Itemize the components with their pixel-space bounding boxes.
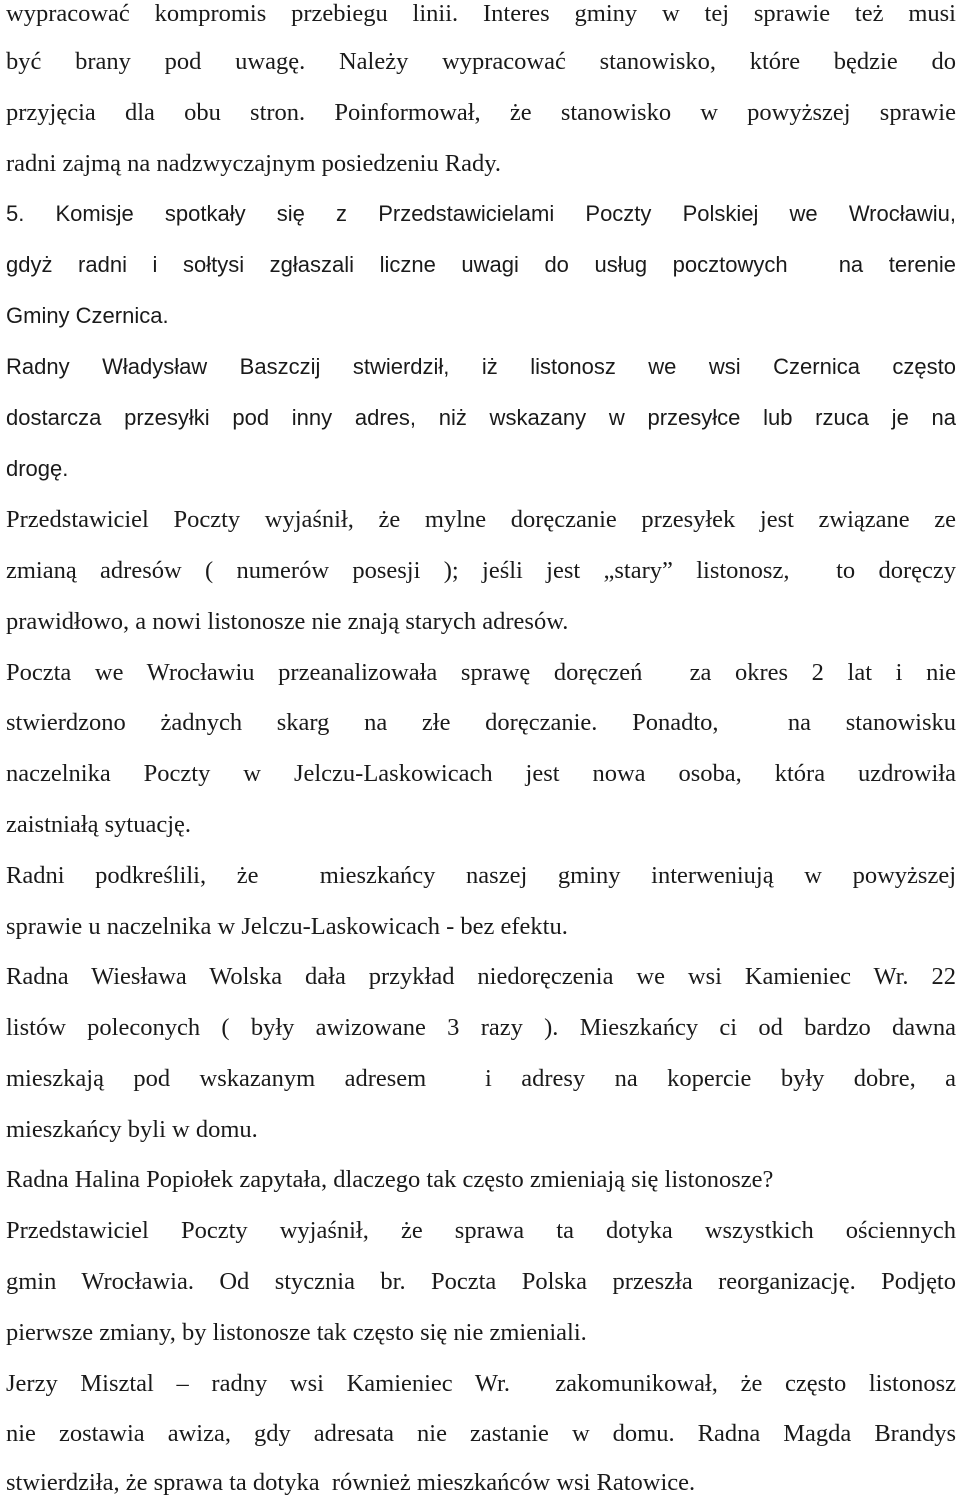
text-line: wypracować kompromis przebiegu linii. Interes gminy w tej sprawie też musi: [6, 0, 956, 27]
text-line: zaistniałą sytuację.: [6, 811, 192, 838]
text-line: drogę.: [6, 456, 69, 481]
text-line: Radna Halina Popiołek zapytała, dlaczego tak często zmieniają się listonosze?: [6, 1166, 774, 1193]
text-line: przyjęcia dla obu stron. Poinformował, że stanowisko w powyższej sprawie: [6, 99, 956, 126]
text-line: gmin Wrocławia. Od stycznia br. Poczta Polska przeszła reorganizację. Podjęto: [6, 1268, 956, 1295]
text-line: naczelnika Poczty w Jelczu-Laskowicach jest nowa osoba, która uzdrowiła: [6, 760, 956, 787]
text-line: radni zajmą na nadzwyczajnym posiedzeniu Rady.: [6, 150, 502, 177]
text-line: gdyż radni i sołtysi zgłaszali liczne uwagi do usług pocztowych na terenie: [6, 252, 956, 277]
text-line: nie zostawia awiza, gdy adresata nie zastanie w domu. Radna Magda Brandys: [6, 1420, 956, 1447]
text-line: dostarcza przesyłki pod inny adres, niż wskazany w przesyłce lub rzuca je na: [6, 405, 956, 430]
text-line: prawidłowo, a nowi listonosze nie znają starych adresów.: [6, 608, 569, 635]
text-line: pierwsze zmiany, by listonosze tak często się nie zmieniali.: [6, 1319, 587, 1346]
text-line: stwierdziła, że sprawa ta dotyka również mieszkańców wsi Ratowice.: [6, 1469, 696, 1496]
text-line: 5. Komisje spotkały się z Przedstawicielami Poczty Polskiej we Wrocławiu,: [6, 201, 956, 226]
text-line: Radny Władysław Baszczij stwierdził, iż listonosz we wsi Czernica często: [6, 354, 956, 379]
text-line: Przedstawiciel Poczty wyjaśnił, że sprawa ta dotyka wszystkich ościennych: [6, 1217, 956, 1244]
text-line: zmianą adresów ( numerów posesji ); jeśli jest „stary” listonosz, to doręczy: [6, 557, 956, 584]
text-line: listów poleconych ( były awizowane 3 razy ). Mieszkańcy ci od bardzo dawna: [6, 1014, 956, 1041]
text-line: Radni podkreślili, że mieszkańcy naszej gminy interweniują w powyższej: [6, 862, 956, 889]
text-line: Gminy Czernica.: [6, 303, 169, 328]
text-line: Radna Wiesława Wolska dała przykład niedoręczenia we wsi Kamieniec Wr. 22: [6, 963, 956, 990]
text-line: Jerzy Misztal – radny wsi Kamieniec Wr. zakomunikował, że często listonosz: [6, 1370, 956, 1397]
text-line: być brany pod uwagę. Należy wypracować stanowisko, które będzie do: [6, 48, 956, 75]
text-line: Przedstawiciel Poczty wyjaśnił, że mylne doręczanie przesyłek jest związane ze: [6, 506, 956, 533]
text-line: sprawie u naczelnika w Jelczu-Laskowicach - bez efektu.: [6, 913, 568, 940]
text-line: mieszkańcy byli w domu.: [6, 1116, 258, 1143]
text-line: stwierdzono żadnych skarg na złe doręczanie. Ponadto, na stanowisku: [6, 709, 956, 736]
text-line: mieszkają pod wskazanym adresem i adresy na kopercie były dobre, a: [6, 1065, 956, 1092]
text-line: Poczta we Wrocławiu przeanalizowała sprawę doręczeń za okres 2 lat i nie: [6, 659, 956, 686]
